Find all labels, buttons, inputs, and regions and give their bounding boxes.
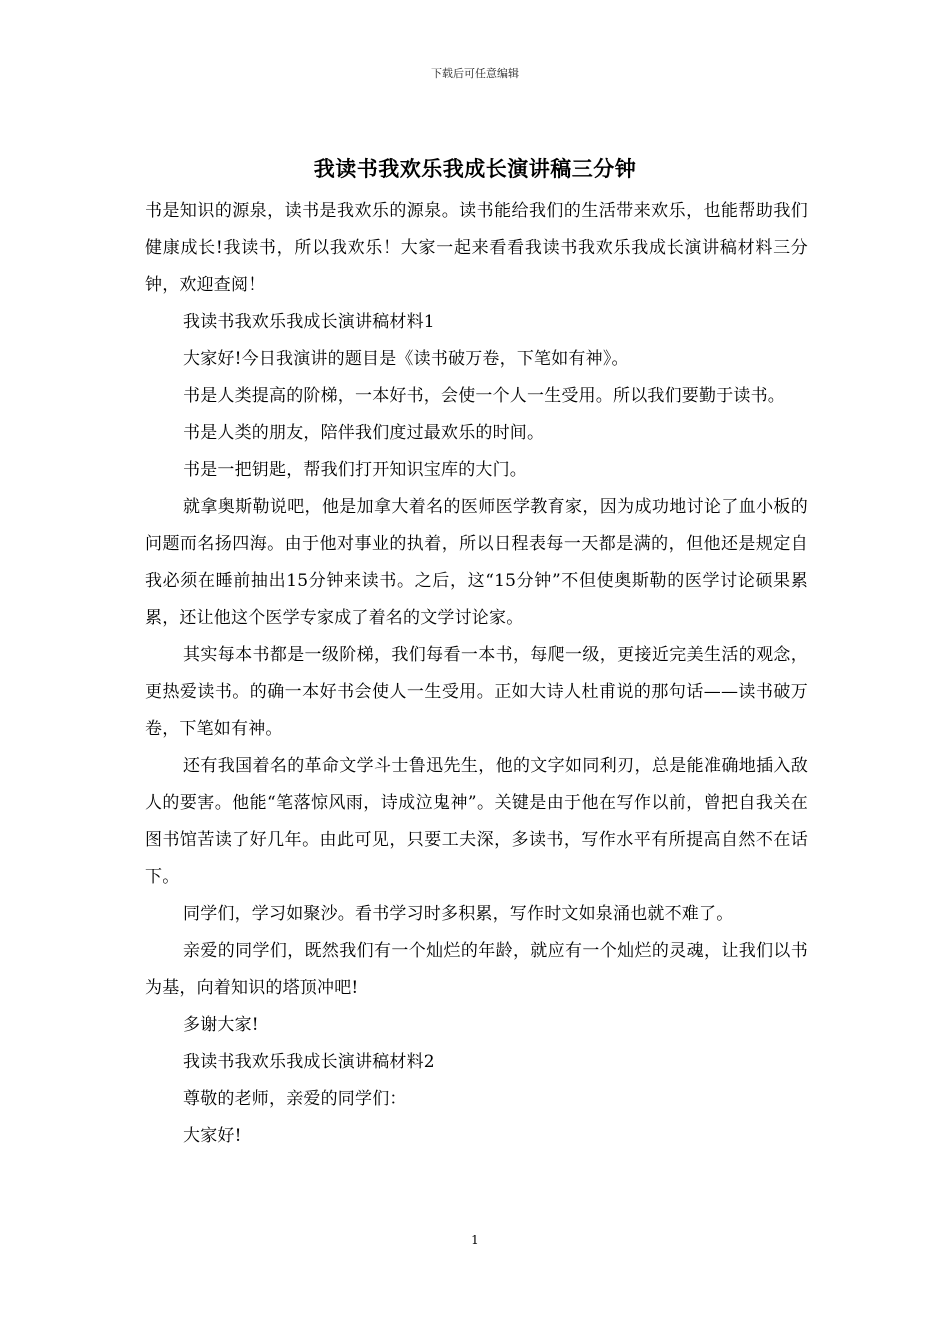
paragraph: 大家好!	[183, 1126, 242, 1146]
paragraph: 我读书我欢乐我成长演讲稿材料2	[183, 1052, 435, 1072]
paragraph: 尊敬的老师，亲爱的同学们：	[183, 1089, 407, 1109]
paragraph: 多谢大家!	[183, 1015, 259, 1035]
paragraph: 大家好!今日我演讲的题目是《读书破万卷，下笔如有神》。	[183, 349, 629, 369]
document-body	[145, 193, 808, 1155]
paragraph: 亲爱的同学们，既然我们有一个灿烂的年龄，就应有一个灿烂的灵魂，让我们以书为基，向着知识的塔顶冲吧!	[145, 941, 808, 998]
paragraph: 书是一把钥匙，帮我们打开知识宝库的大门。	[183, 460, 527, 480]
paragraph: 还有我国着名的革命文学斗士鲁迅先生，他的文字如同利刃，总是能准确地插入敌人的要害。他能“笔落惊风雨，诗成泣鬼神”。关键是由于他在写作以前，曾把自我关在图书馆苦读了好几年。由此可见，只要工夫深，多读书，写作水平有所提高自然不在话下。	[145, 756, 808, 887]
paragraph: 就拿奥斯勒说吧，他是加拿大着名的医师医学教育家，因为成功地讨论了血小板的问题而名扬四海。由于他对事业的执着，所以日程表每一天都是满的，但他还是规定自我必须在睡前抽出15分钟来读书。之后，这“15分钟”不但使奥斯勒的医学讨论硕果累累，还让他这个医学专家成了着名的文学讨论家。	[145, 497, 808, 628]
page-number: 1	[471, 1233, 479, 1247]
paragraph: 书是知识的源泉，读书是我欢乐的源泉。读书能给我们的生活带来欢乐，也能帮助我们健康成长!我读书，所以我欢乐！大家一起来看看我读书我欢乐我成长演讲稿材料三分钟，欢迎查阅！	[145, 201, 808, 295]
paragraph: 我读书我欢乐我成长演讲稿材料1	[183, 312, 435, 332]
paragraph: 其实每本书都是一级阶梯，我们每看一本书，每爬一级，更接近完美生活的观念，更热爱读书。的确一本好书会使人一生受用。正如大诗人杜甫说的那句话——读书破万卷，下笔如有神。	[145, 645, 808, 739]
paragraph: 书是人类的朋友，陪伴我们度过最欢乐的时间。	[183, 423, 545, 443]
page-header: 下载后可任意编辑	[431, 67, 519, 80]
paragraph: 同学们，学习如聚沙。看书学习时多积累，写作时文如泉涌也就不难了。	[183, 904, 734, 924]
paragraph: 书是人类提高的阶梯，一本好书，会使一个人一生受用。所以我们要勤于读书。	[183, 386, 785, 406]
document-title: 我读书我欢乐我成长演讲稿三分钟	[313, 156, 637, 181]
